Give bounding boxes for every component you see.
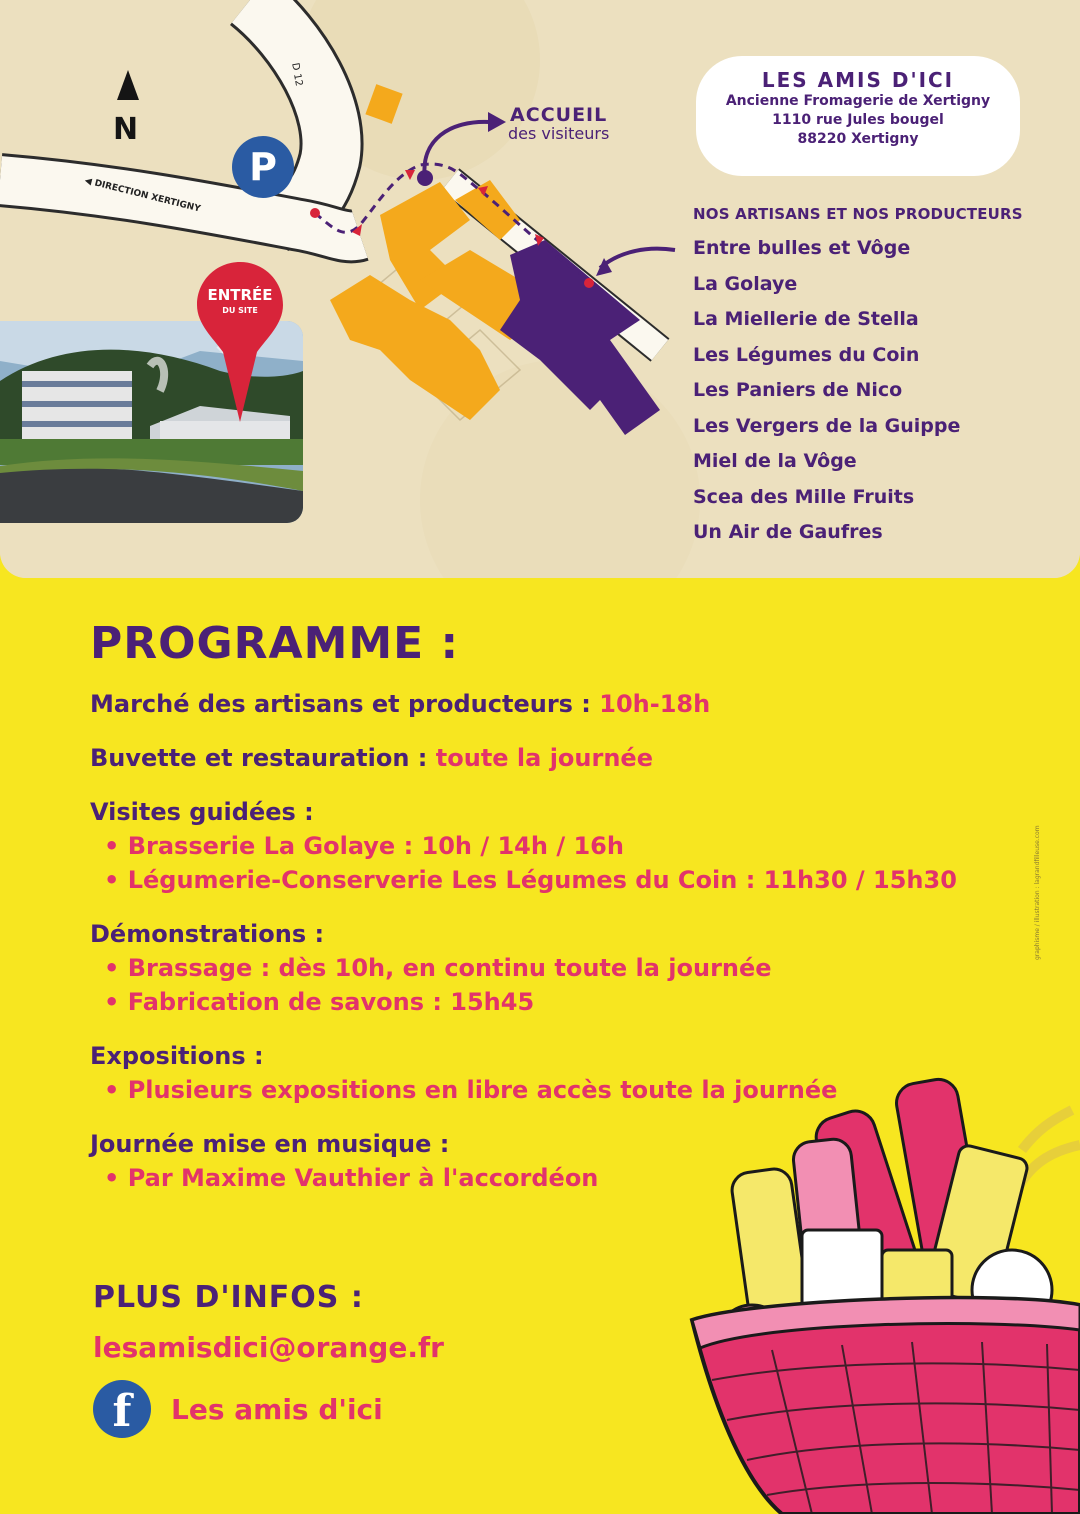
entree-label xyxy=(197,286,283,315)
programme-marche xyxy=(90,687,990,721)
programme-demos xyxy=(90,917,990,1019)
site-map xyxy=(0,0,1080,578)
programme-visites xyxy=(90,795,990,897)
list-item: • Plusieurs expositions en libre accès toute la journée xyxy=(104,1073,990,1107)
list-item: Entre bulles et Vôge xyxy=(693,237,911,259)
list-item: Miel de la Vôge xyxy=(693,450,857,472)
artisans-list xyxy=(693,205,1023,551)
list-item: La Golaye xyxy=(693,272,798,295)
address-line2: 1110 rue Jules bougel xyxy=(772,112,944,128)
list-item: La Miellerie de Stella xyxy=(693,308,919,330)
address-name: LES AMIS D'ICI xyxy=(761,68,955,92)
infos-section xyxy=(93,1280,444,1438)
buvette-label: Buvette et restauration : xyxy=(90,744,428,772)
list-item: Un Air de Gaufres xyxy=(693,521,883,543)
basket-illustration xyxy=(672,1060,1080,1514)
infos-title: PLUS D'INFOS : xyxy=(93,1280,364,1315)
road-label-direction: ◀ DIRECTION XERTIGNY xyxy=(83,176,202,215)
list-item: Les Paniers de Nico xyxy=(693,379,903,401)
programme-buvette xyxy=(90,741,990,775)
demos-label: Démonstrations : xyxy=(90,920,325,948)
list-item: • Brassage : dès 10h, en continu toute la journée xyxy=(104,951,990,985)
list-item: • Légumerie-Conserverie Les Légumes du Coin : 11h30 / 15h30 xyxy=(104,863,990,897)
credit-text: graphisme / illustration : lagrandfilleuse.com xyxy=(1034,825,1041,960)
accueil-subtitle: des visiteurs xyxy=(508,124,610,143)
programme-title: PROGRAMME : xyxy=(90,618,460,669)
address-box xyxy=(696,56,1020,176)
entree-subtitle: DU SITE xyxy=(222,306,258,315)
facebook-label[interactable]: Les amis d'ici xyxy=(171,1392,383,1426)
entree-title: ENTRÉE xyxy=(207,286,273,304)
facebook-icon[interactable]: f xyxy=(93,1380,151,1438)
email-link[interactable]: lesamisdici@orange.fr xyxy=(93,1331,444,1364)
accueil-label xyxy=(508,104,609,143)
parking-icon: P xyxy=(232,136,294,198)
north-label: N xyxy=(113,112,139,147)
expos-label: Expositions : xyxy=(90,1042,264,1070)
list-item: Scea des Mille Fruits xyxy=(693,485,915,508)
marche-label: Marché des artisans et producteurs : xyxy=(90,690,591,718)
address-line3: 88220 Xertigny xyxy=(797,131,919,147)
facebook-link[interactable] xyxy=(93,1380,444,1438)
musique-label: Journée mise en musique : xyxy=(90,1130,450,1158)
visites-label: Visites guidées : xyxy=(90,798,314,826)
road-label-d12: D 12 xyxy=(289,62,305,88)
address-line1: Ancienne Fromagerie de Xertigny xyxy=(725,93,991,109)
marche-value: 10h-18h xyxy=(599,690,711,718)
list-item: Les Légumes du Coin xyxy=(693,343,920,366)
artisans-heading: NOS ARTISANS ET NOS PRODUCTEURS xyxy=(693,205,1023,223)
buvette-value: toute la journée xyxy=(435,744,653,772)
list-item: • Fabrication de savons : 15h45 xyxy=(104,985,990,1019)
list-item: • Par Maxime Vauthier à l'accordéon xyxy=(104,1161,990,1195)
accueil-title: ACCUEIL xyxy=(510,104,608,126)
list-item: • Brasserie La Golaye : 10h / 14h / 16h xyxy=(104,829,990,863)
list-item: Les Vergers de la Guippe xyxy=(693,414,961,437)
